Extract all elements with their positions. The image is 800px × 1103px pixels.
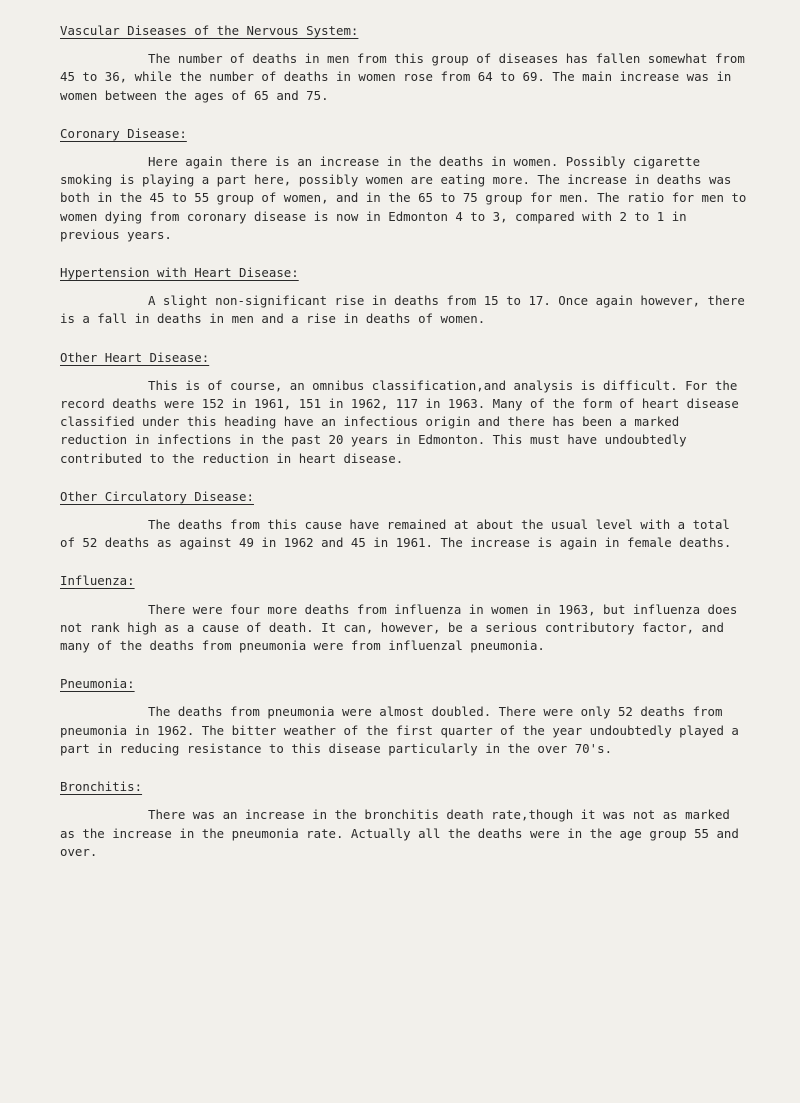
- section-heading: Coronary Disease:: [60, 125, 187, 141]
- section-paragraph: The deaths from this cause have remained at about the usual level with a total of 52 deaths as against 49 in 1962 and 45 in 1961. The increase is again in female deaths.: [60, 517, 732, 551]
- section-heading: Other Heart Disease:: [60, 349, 210, 365]
- section-heading: Vascular Diseases of the Nervous System:: [60, 23, 359, 38]
- section-heading: Bronchitis:: [60, 779, 143, 795]
- section-heading: Pneumonia:: [60, 676, 135, 692]
- section-paragraph: There was an increase in the bronchitis death rate,though it was not as marked as the increase in the pneumonia rate. Actually all the deaths were in the age group 55 and over.: [60, 807, 739, 859]
- section-paragraph: Here again there is an increase in the deaths in women. Possibly cigarette smoking is playing a part here, possibly women are eating more. The increase in deaths was both in the 45 to 55 group of women, and in the 65 to 75 group for men. The ratio for men to women dying from coronary disease is now in Edmonton 4 to 3, compared with 2 to 1 in previous years.: [60, 154, 747, 242]
- section-paragraph: A slight non-significant rise in deaths from 15 to 17. Once again however, there is a fall in deaths in men and a rise in deaths of women.: [60, 293, 745, 327]
- document-page: [60, 22, 750, 861]
- section-paragraph: The number of deaths in men from this group of diseases has fallen somewhat from 45 to 36, while the number of deaths in women rose from 64 to 69. The main increase was in women between the ages of 65 and 75.: [60, 51, 745, 103]
- section-hypertension-heart-disease: [60, 264, 750, 329]
- section-pneumonia: [60, 675, 750, 758]
- section-paragraph: This is of course, an omnibus classification,and analysis is difficult. For the record deaths were 152 in 1961, 151 in 1962, 117 in 1963. Many of the form of heart disease classified under this heading have an infectious origin and there has been a marked reduction in infections in the past 20 years in Edmonton. This must have undoubtedly contributed to the reduction in heart disease.: [60, 377, 739, 466]
- section-paragraph: The deaths from pneumonia were almost doubled. There were only 52 deaths from pneumonia in 1962. The bitter weather of the first quarter of the year undoubtedly played a part in reducing resistance to this disease particularly in the over 70's.: [60, 704, 739, 756]
- section-heading: Influenza:: [60, 573, 135, 589]
- section-vascular-diseases: [60, 22, 750, 105]
- section-other-heart-disease: [60, 349, 750, 468]
- section-other-circulatory-disease: [60, 488, 750, 553]
- section-bronchitis: [60, 778, 750, 861]
- section-heading: Hypertension with Heart Disease:: [60, 265, 299, 281]
- section-paragraph: There were four more deaths from influenza in women in 1963, but influenza does not rank high as a cause of death. It can, however, be a serious contributory factor, and many of the deaths from pneumonia were from influenzal pneumonia.: [60, 601, 738, 654]
- section-coronary-disease: [60, 125, 750, 244]
- section-heading: Other Circulatory Disease:: [60, 488, 254, 504]
- section-influenza: [60, 572, 750, 655]
